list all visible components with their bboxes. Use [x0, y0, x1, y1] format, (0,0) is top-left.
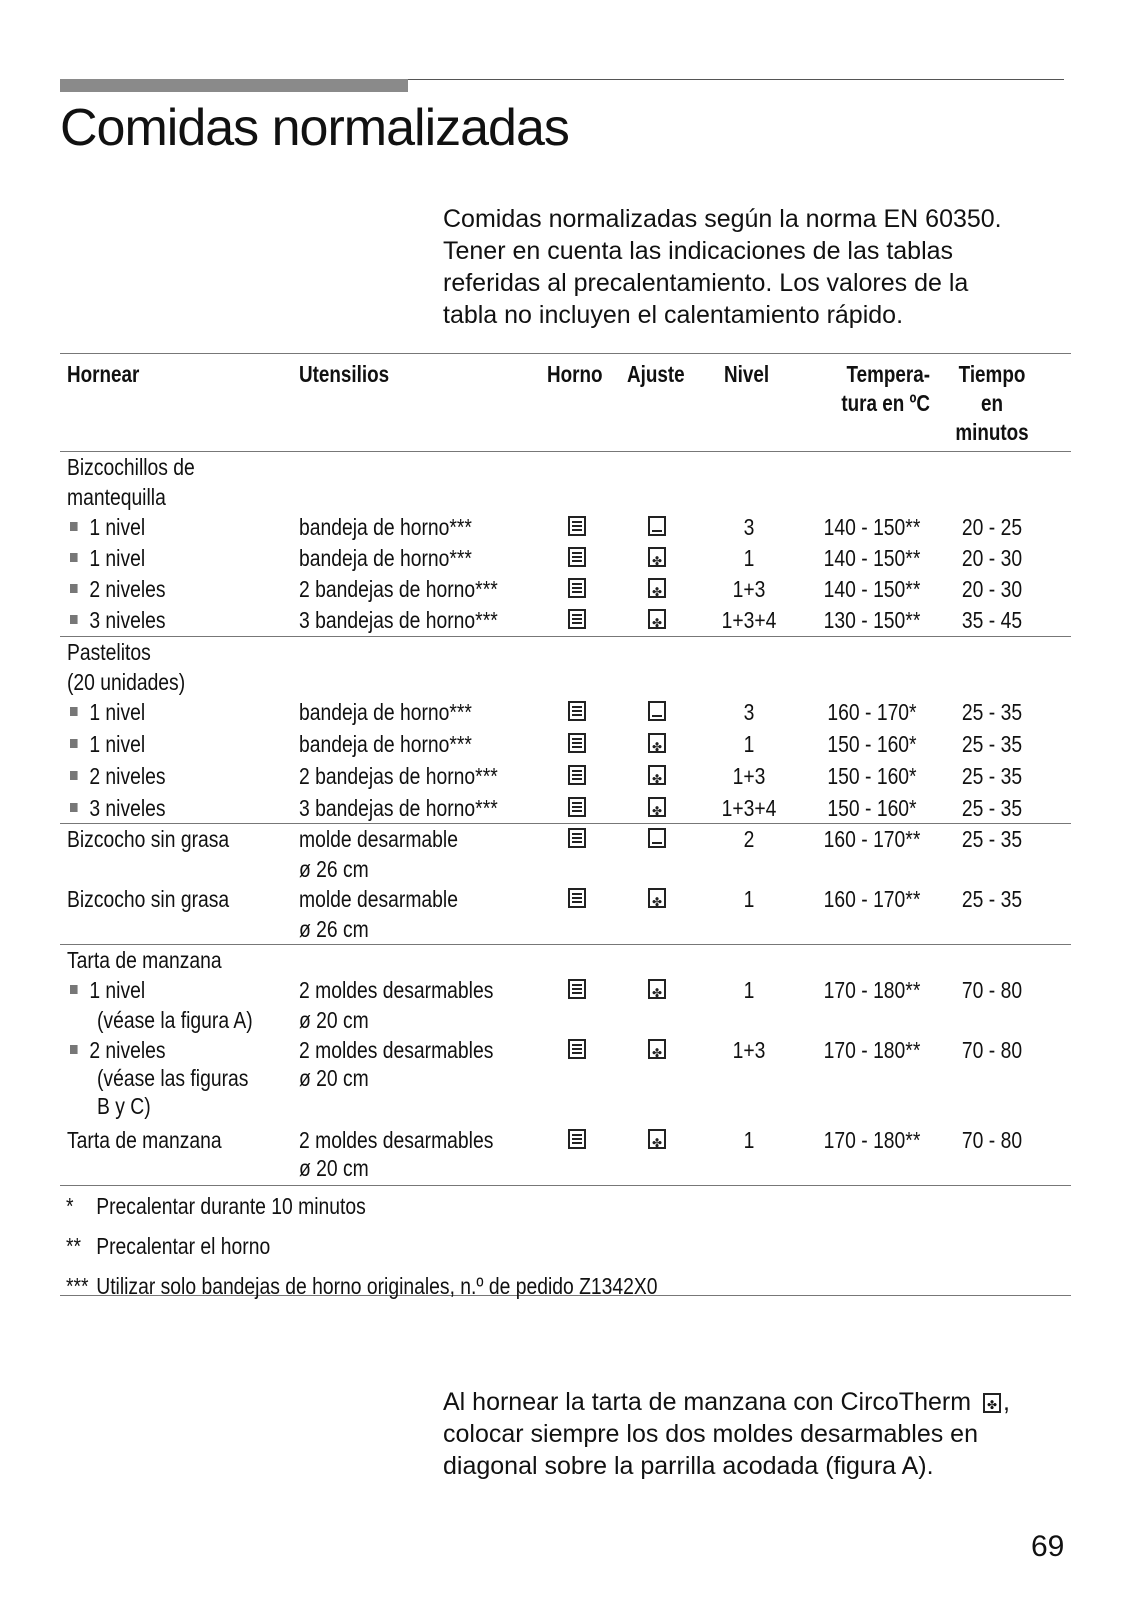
row-utensil: 3 bandejas de horno***: [299, 607, 498, 633]
row-nivel: 1+3+4: [721, 607, 777, 633]
row-utensil: bandeja de horno***: [299, 731, 472, 757]
group-title: [60, 637, 1071, 697]
row-label: 3 niveles: [89, 795, 166, 821]
table-row: [60, 574, 1071, 605]
oven-icon: [568, 828, 586, 848]
bullet-icon: [70, 553, 78, 562]
oven-icon: [568, 888, 586, 908]
row-utensil: ø 20 cm: [299, 1155, 369, 1181]
row-utensil: 2 bandejas de horno***: [299, 576, 498, 602]
group-title: [60, 945, 1071, 975]
row-tiempo: 20 - 25: [961, 514, 1023, 540]
header-utensilios: Utensilios: [299, 361, 390, 387]
top-bottom-heat-icon: [648, 828, 666, 848]
circotherm-icon: [648, 797, 666, 817]
row-nivel: 1: [743, 545, 755, 571]
group-title-line: Bizcochillos de: [67, 454, 195, 480]
footnote: [66, 1232, 270, 1260]
footnote-text: Utilizar solo bandejas de horno originales, n.º de pedido Z1342X0: [96, 1273, 658, 1299]
table-row: [60, 761, 1071, 793]
row-tiempo: 25 - 35: [961, 763, 1023, 789]
row-label: 2 niveles: [89, 1037, 166, 1063]
row-utensil: 2 moldes desarmables: [299, 977, 494, 1003]
oven-icon: [568, 797, 586, 817]
circotherm-icon: [648, 733, 666, 753]
oven-icon: [568, 979, 586, 999]
row-label: 1 nivel: [89, 731, 146, 757]
header-tiempo-line: en: [980, 390, 1004, 416]
table-footnotes: [60, 1180, 1071, 1299]
bullet-icon: [70, 771, 78, 780]
circotherm-icon: [648, 1039, 666, 1059]
baking-table: [60, 353, 1071, 1186]
row-sublabel: (véase la figura A): [97, 1007, 253, 1033]
table-row: [60, 729, 1071, 761]
header-tiempo: [949, 360, 1034, 447]
circotherm-icon: [648, 1129, 666, 1149]
bullet-icon: [70, 1045, 78, 1054]
row-utensil: bandeja de horno***: [299, 545, 472, 571]
row-temp: 150 - 160*: [827, 795, 917, 821]
header-nivel: Nivel: [724, 361, 770, 387]
row-tiempo: 25 - 35: [961, 826, 1023, 852]
footer-text: ,: [1003, 1388, 1010, 1416]
circotherm-icon: ✤: [983, 1393, 1001, 1413]
row-utensil: ø 20 cm: [299, 1007, 369, 1033]
row-utensil: 2 moldes desarmables: [299, 1037, 494, 1063]
footer-text: Al hornear la tarta de manzana con CircoTherm: [443, 1388, 972, 1416]
row-nivel: 3: [743, 514, 755, 540]
row-utensil: bandeja de horno***: [299, 514, 472, 540]
intro-line: tabla no incluyen el calentamiento rápido.: [443, 301, 904, 329]
row-label: 1 nivel: [89, 699, 146, 725]
bullet-icon: [70, 615, 78, 624]
oven-icon: [568, 1129, 586, 1149]
header-tiempo-line: minutos: [955, 419, 1029, 445]
row-sublabel: B y C): [97, 1093, 151, 1119]
intro-line: referidas al precalentamiento. Los valores de la: [443, 269, 969, 297]
row-tiempo: 70 - 80: [961, 977, 1023, 1003]
row-utensil: 2 moldes desarmables: [299, 1127, 494, 1153]
row-temp: 140 - 150**: [823, 514, 921, 540]
table-row: [60, 793, 1071, 823]
table-row: [60, 1035, 1071, 1125]
circotherm-icon: [648, 765, 666, 785]
table-group-bizcocho: [60, 824, 1071, 945]
row-utensil: ø 26 cm: [299, 856, 369, 882]
row-nivel: 1+3: [732, 1037, 766, 1063]
row-tiempo: 70 - 80: [961, 1127, 1023, 1153]
table-row: [60, 1125, 1071, 1185]
footnote-mark: *: [66, 1193, 74, 1219]
table-row: [60, 975, 1071, 1035]
circotherm-icon: [648, 578, 666, 598]
row-utensil: 3 bandejas de horno***: [299, 795, 498, 821]
row-temp: 130 - 150**: [823, 607, 921, 633]
row-temp: 170 - 180**: [823, 1037, 921, 1063]
intro-line: Comidas normalizadas según la norma EN 60350.: [443, 205, 1002, 233]
oven-icon: [568, 701, 586, 721]
row-temp: 160 - 170**: [823, 886, 921, 912]
row-temp: 170 - 180**: [823, 1127, 921, 1153]
oven-icon: [568, 547, 586, 567]
row-temp: 140 - 150**: [823, 545, 921, 571]
table-row: [60, 884, 1071, 944]
intro-paragraph: [443, 203, 1083, 331]
group-title-line: Tarta de manzana: [67, 947, 222, 973]
header-hornear: Hornear: [67, 361, 140, 387]
row-label: 2 niveles: [89, 763, 166, 789]
footnote-mark: ***: [66, 1273, 89, 1299]
group-title-line: Pastelitos: [67, 639, 151, 665]
row-tiempo: 70 - 80: [961, 1037, 1023, 1063]
bullet-icon: [70, 985, 78, 994]
row-nivel: 1+3+4: [721, 795, 777, 821]
row-temp: 150 - 160*: [827, 731, 917, 757]
row-nivel: 1: [743, 1127, 755, 1153]
row-label: 3 niveles: [89, 607, 166, 633]
row-temp: 150 - 160*: [827, 763, 917, 789]
row-temp: 140 - 150**: [823, 576, 921, 602]
bullet-icon: [70, 522, 78, 531]
table-group-pastelitos: [60, 637, 1071, 824]
row-nivel: 1: [743, 731, 755, 757]
circotherm-icon: [648, 609, 666, 629]
table-header: [60, 353, 1071, 452]
row-tiempo: 25 - 35: [961, 699, 1023, 725]
footer-line: diagonal sobre la parrilla acodada (figura A).: [443, 1452, 934, 1480]
oven-icon: [568, 578, 586, 598]
table-row: [60, 824, 1071, 884]
row-temp: 160 - 170*: [827, 699, 917, 725]
page-title: Comidas normalizadas: [60, 99, 569, 157]
header-temp-line: Tempera-: [846, 361, 930, 387]
table-group-tarta: [60, 945, 1071, 1186]
footnote-text: Precalentar durante 10 minutos: [96, 1193, 366, 1219]
row-temp: 170 - 180**: [823, 977, 921, 1003]
bullet-icon: [70, 707, 78, 716]
row-tiempo: 35 - 45: [961, 607, 1023, 633]
row-tiempo: 20 - 30: [961, 545, 1023, 571]
top-bottom-heat-icon: [648, 516, 666, 536]
intro-line: Tener en cuenta las indicaciones de las tablas: [443, 237, 954, 265]
row-tiempo: 20 - 30: [961, 576, 1023, 602]
group-title-line: (20 unidades): [67, 669, 186, 695]
page-number: 69: [1031, 1530, 1065, 1563]
row-utensil: ø 26 cm: [299, 916, 369, 942]
row-nivel: 1: [743, 886, 755, 912]
row-utensil: molde desarmable: [299, 886, 458, 912]
footnote-text: Precalentar el horno: [96, 1233, 271, 1259]
row-utensil: molde desarmable: [299, 826, 458, 852]
footer-line: colocar siempre los dos moldes desarmables en: [443, 1420, 978, 1448]
row-tiempo: 25 - 35: [961, 795, 1023, 821]
row-label: Bizcocho sin grasa: [67, 826, 230, 852]
header-temperatura: [838, 360, 930, 418]
oven-icon: [568, 1039, 586, 1059]
row-sublabel: (véase las figuras: [97, 1065, 249, 1091]
row-nivel: 3: [743, 699, 755, 725]
circotherm-icon: [648, 888, 666, 908]
circotherm-icon: [648, 547, 666, 567]
row-tiempo: 25 - 35: [961, 731, 1023, 757]
header-temp-line: tura en ºC: [841, 390, 930, 416]
footer-paragraph: [443, 1386, 1083, 1482]
oven-icon: [568, 609, 586, 629]
footnote: [66, 1192, 366, 1220]
top-bottom-heat-icon: [648, 701, 666, 721]
oven-icon: [568, 516, 586, 536]
oven-icon: [568, 733, 586, 753]
footnote: [66, 1272, 658, 1300]
row-temp: 160 - 170**: [823, 826, 921, 852]
footnote-mark: **: [66, 1233, 82, 1259]
row-nivel: 2: [743, 826, 755, 852]
row-tiempo: 25 - 35: [961, 886, 1023, 912]
footer-line: [443, 1386, 1083, 1418]
row-utensil: ø 20 cm: [299, 1065, 369, 1091]
table-row: [60, 543, 1071, 574]
row-label: 2 niveles: [89, 576, 166, 602]
table-row: [60, 697, 1071, 729]
top-rule-accent: [60, 79, 408, 92]
row-utensil: bandeja de horno***: [299, 699, 472, 725]
row-nivel: 1+3: [732, 576, 766, 602]
header-ajuste: Ajuste: [627, 361, 685, 387]
bullet-icon: [70, 803, 78, 812]
row-label: 1 nivel: [89, 977, 146, 1003]
row-label: 1 nivel: [89, 514, 146, 540]
group-title: [60, 452, 1071, 512]
circotherm-icon: [648, 979, 666, 999]
row-nivel: 1+3: [732, 763, 766, 789]
header-horno: Horno: [547, 361, 603, 387]
oven-icon: [568, 765, 586, 785]
table-group-bizcochillos: [60, 452, 1071, 637]
table-row: [60, 512, 1071, 543]
row-label: Bizcocho sin grasa: [67, 886, 230, 912]
bullet-icon: [70, 584, 78, 593]
row-utensil: 2 bandejas de horno***: [299, 763, 498, 789]
row-label: 1 nivel: [89, 545, 146, 571]
row-label: Tarta de manzana: [67, 1127, 222, 1153]
row-nivel: 1: [743, 977, 755, 1003]
table-row: [60, 605, 1071, 636]
group-title-line: mantequilla: [67, 484, 166, 510]
header-tiempo-line: Tiempo: [958, 361, 1026, 387]
bullet-icon: [70, 739, 78, 748]
